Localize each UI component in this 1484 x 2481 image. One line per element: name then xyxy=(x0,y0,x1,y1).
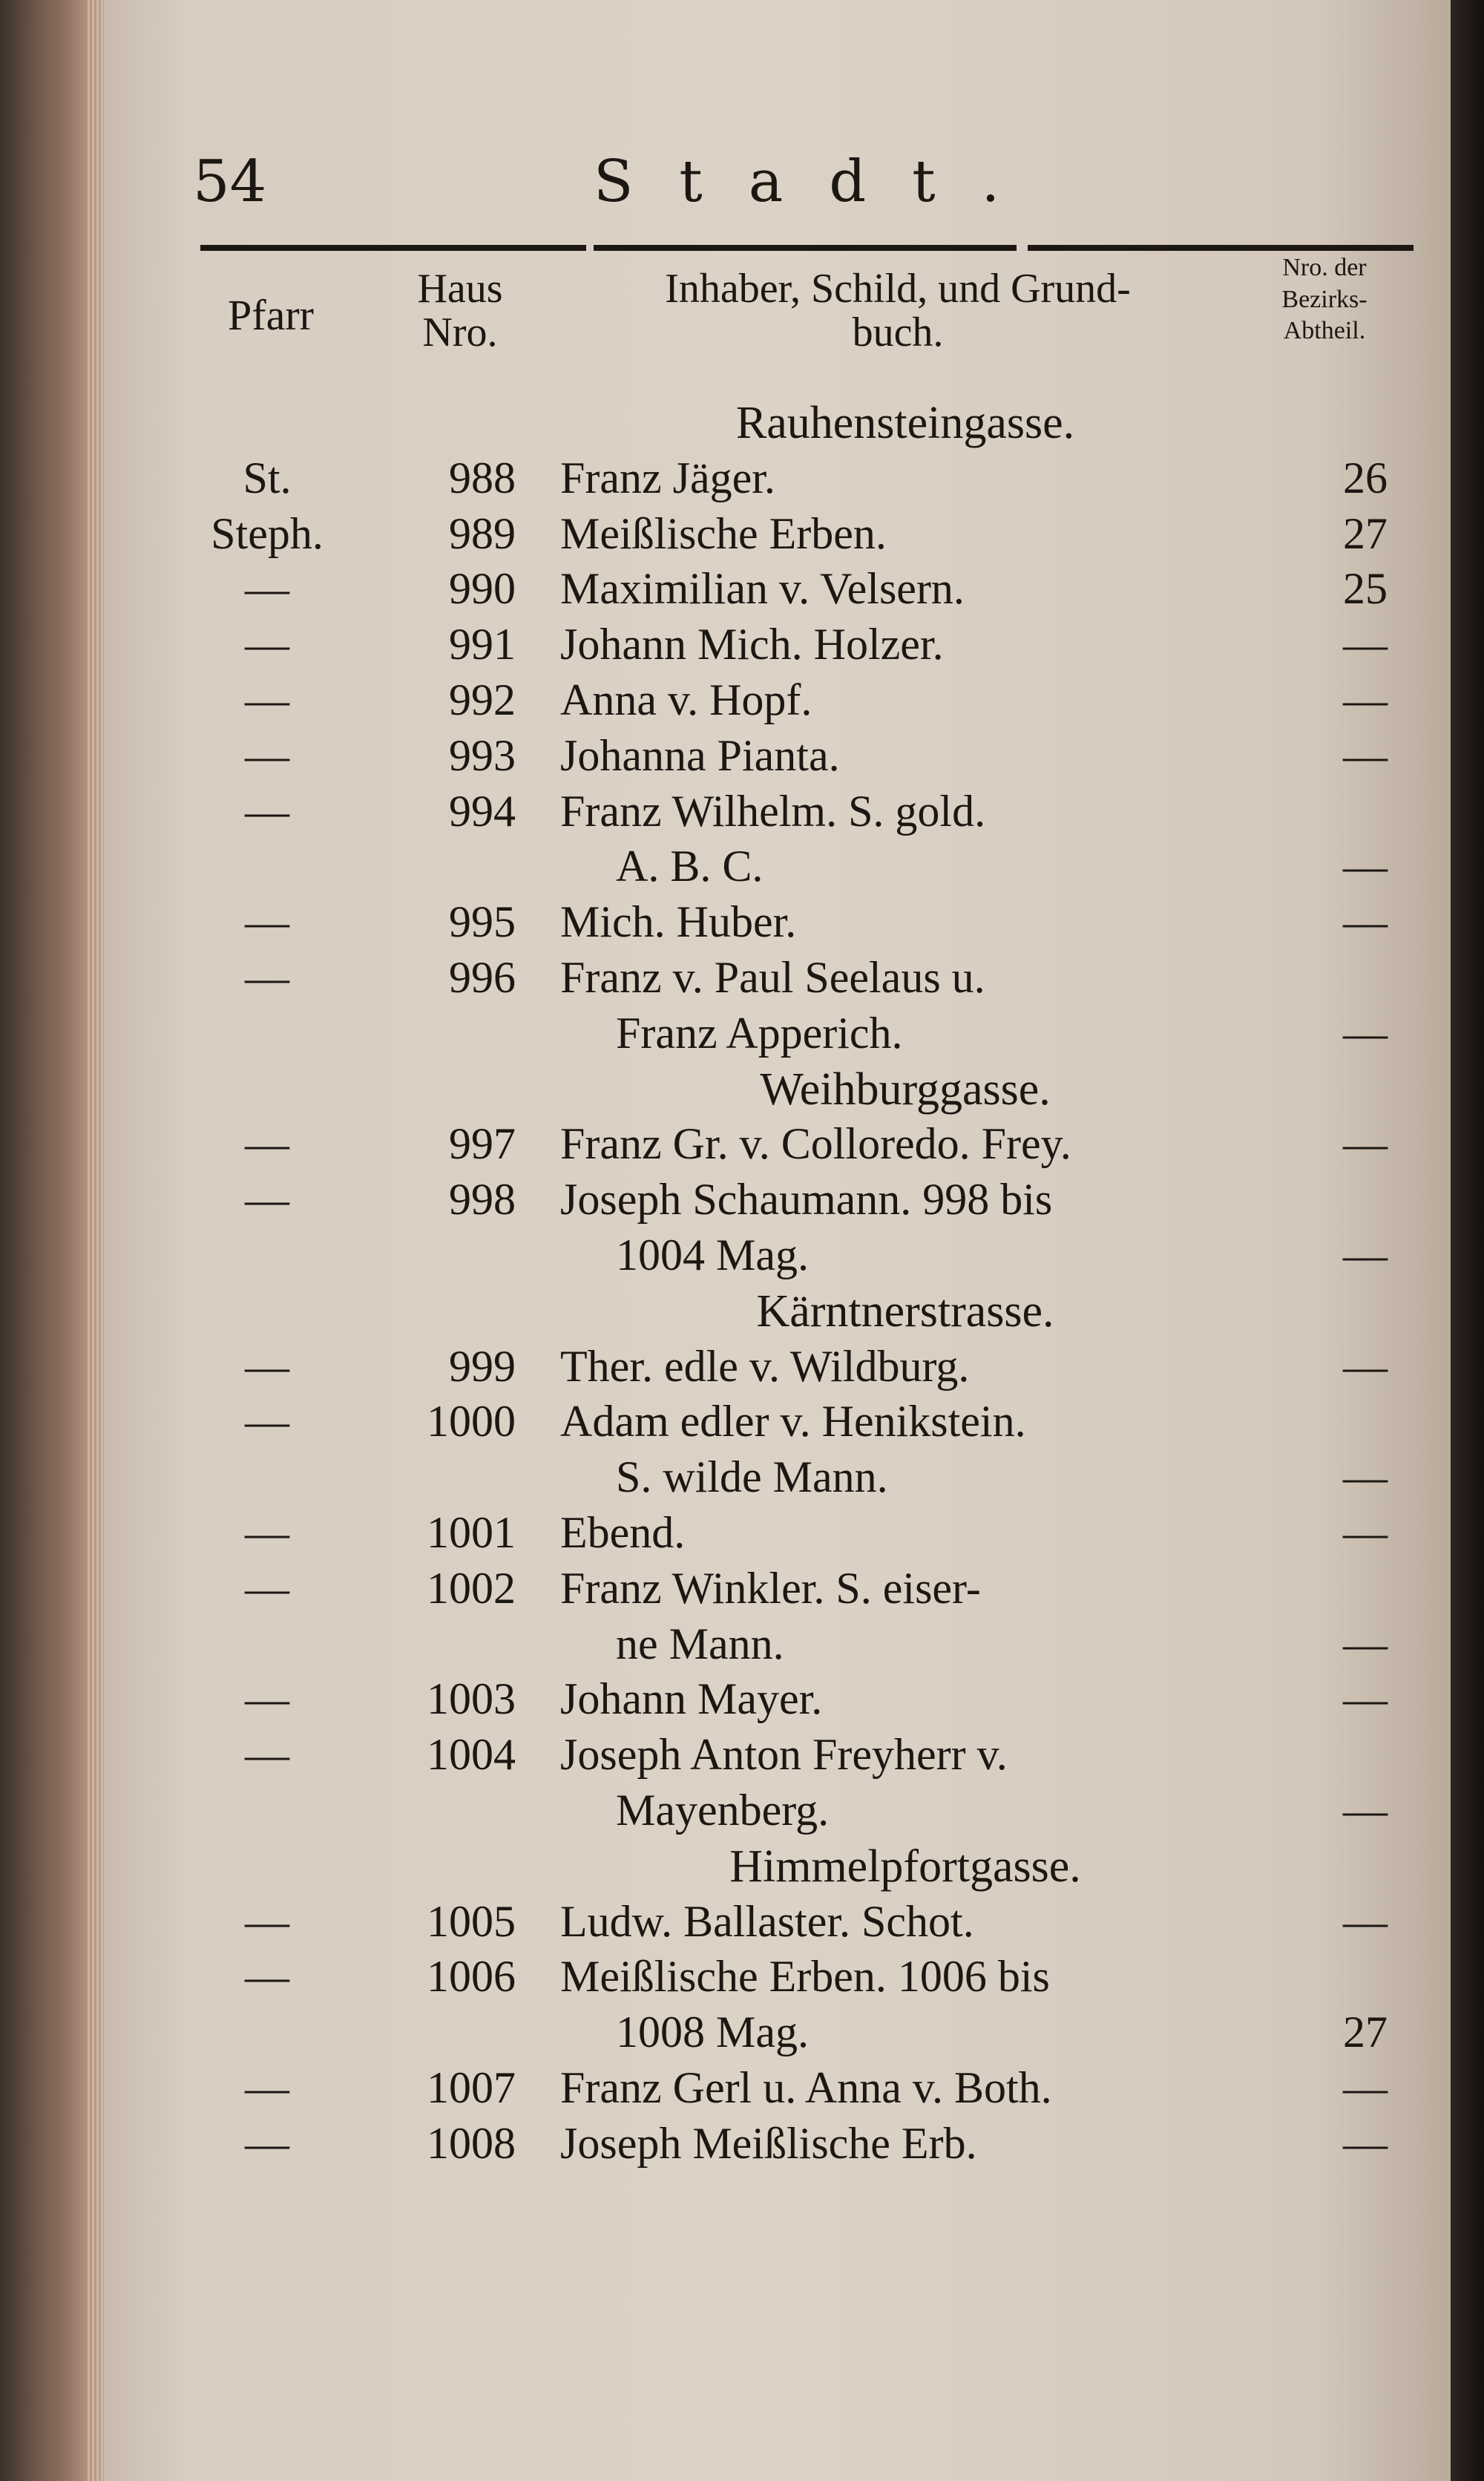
haus-nro-cell: 1004 xyxy=(427,1730,516,1780)
haus-nro-cell: 1000 xyxy=(427,1397,516,1446)
street-heading-row xyxy=(0,1285,1484,1337)
inhaber-cell: Joseph Schaumann. 998 bis xyxy=(560,1175,1053,1225)
inhaber-cell: Franz Gr. v. Colloredo. Frey. xyxy=(560,1119,1071,1169)
bezirk-cell: — xyxy=(1343,2118,1388,2168)
pfarr-cell: — xyxy=(245,1896,289,1946)
inhaber-cell: Meißlische Erben. xyxy=(560,508,887,558)
column-header-pfarr: Pfarr xyxy=(228,291,314,339)
haus-nro-cell: 998 xyxy=(449,1175,516,1225)
inhaber-cell: Johann Mayer. xyxy=(560,1674,823,1724)
pfarr-cell: — xyxy=(245,675,289,724)
haus-nro-cell: 1007 xyxy=(427,2063,516,2112)
pfarr-cell: — xyxy=(245,730,289,780)
haus-nro-cell: 999 xyxy=(449,1341,516,1391)
pfarr-cell: Steph. xyxy=(211,508,324,558)
pfarr-cell: — xyxy=(245,1508,289,1557)
table-row xyxy=(0,453,1484,505)
inhaber-cell: 1004 Mag. xyxy=(616,1230,809,1279)
table-row xyxy=(0,1118,1484,1170)
pfarr-cell: — xyxy=(245,1730,289,1780)
haus-nro-cell: 990 xyxy=(449,564,516,614)
inhaber-cell: Franz Apperich. xyxy=(616,1008,903,1058)
bezirk-cell: 27 xyxy=(1343,2008,1388,2057)
pfarr-cell: — xyxy=(245,1175,289,1225)
header-rule xyxy=(1028,245,1414,251)
inhaber-cell: Franz Jäger. xyxy=(560,453,775,502)
haus-nro-cell: 1005 xyxy=(427,1896,516,1946)
pfarr-cell: — xyxy=(245,1119,289,1169)
pfarr-cell: — xyxy=(245,1952,289,2002)
inhaber-cell: Maximilian v. Velsern. xyxy=(560,564,965,614)
table-row xyxy=(0,1396,1484,1448)
table-row-continuation xyxy=(0,1619,1484,1671)
inhaber-cell: 1008 Mag. xyxy=(616,2008,809,2057)
haus-nro-cell: 994 xyxy=(449,786,516,836)
table-row xyxy=(0,730,1484,782)
inhaber-cell: Ebend. xyxy=(560,1508,686,1557)
bezirk-cell: — xyxy=(1343,1119,1388,1169)
table-row xyxy=(0,786,1484,838)
haus-nro-cell: 997 xyxy=(449,1119,516,1169)
pfarr-cell: — xyxy=(245,953,289,1002)
table-row xyxy=(0,2062,1484,2114)
table-row xyxy=(0,952,1484,1004)
bezirk-cell: — xyxy=(1343,1008,1388,1058)
pfarr-cell: — xyxy=(245,1674,289,1724)
haus-nro-cell: 988 xyxy=(449,453,516,502)
bezirk-cell: 25 xyxy=(1343,564,1388,614)
inhaber-cell: Franz Gerl u. Anna v. Both. xyxy=(560,2063,1052,2112)
pfarr-cell: — xyxy=(245,2118,289,2168)
inhaber-cell: Ludw. Ballaster. Schot. xyxy=(560,1896,974,1946)
bezirk-cell: — xyxy=(1343,1341,1388,1391)
inhaber-cell: Johanna Pianta. xyxy=(560,730,840,780)
inhaber-cell: Franz Winkler. S. eiser- xyxy=(560,1563,981,1613)
haus-nro-cell: 992 xyxy=(449,675,516,724)
table-row xyxy=(0,675,1484,727)
table-row xyxy=(0,1674,1484,1725)
inhaber-cell: S. wilde Mann. xyxy=(616,1452,888,1502)
pfarr-cell: — xyxy=(245,1341,289,1391)
column-header-inhaber: Inhaber, Schild, und Grund- buch. xyxy=(665,266,1131,355)
inhaber-cell: ne Mann. xyxy=(616,1619,784,1668)
table-row-continuation xyxy=(0,1452,1484,1504)
bezirk-cell: — xyxy=(1343,897,1388,947)
bezirk-cell: — xyxy=(1343,730,1388,780)
bezirk-cell: — xyxy=(1343,1230,1388,1279)
table-row xyxy=(0,508,1484,560)
street-heading: Weihburggasse. xyxy=(760,1063,1051,1115)
haus-nro-cell: 989 xyxy=(449,508,516,558)
pfarr-cell: — xyxy=(245,786,289,836)
bezirk-cell: — xyxy=(1343,1619,1388,1668)
table-row xyxy=(0,1507,1484,1559)
inhaber-cell: A. B. C. xyxy=(616,842,764,891)
table-row xyxy=(0,619,1484,671)
inhaber-cell: Meißlische Erben. 1006 bis xyxy=(560,1952,1050,2002)
table-row xyxy=(0,563,1484,615)
table-row xyxy=(0,1951,1484,2003)
column-header-bezirk: Nro. der Bezirks- Abtheil. xyxy=(1281,254,1368,344)
pfarr-cell: — xyxy=(245,1563,289,1613)
haus-nro-cell: 993 xyxy=(449,730,516,780)
inhaber-cell: Adam edler v. Henikstein. xyxy=(560,1397,1026,1446)
inhaber-cell: Mich. Huber. xyxy=(560,897,797,947)
bezirk-cell: — xyxy=(1343,2063,1388,2112)
haus-nro-cell: 991 xyxy=(449,620,516,669)
header-rule xyxy=(594,245,1017,251)
haus-nro-cell: 995 xyxy=(449,897,516,947)
pfarr-cell: — xyxy=(245,620,289,669)
bezirk-cell: — xyxy=(1343,1452,1388,1502)
table-row xyxy=(0,897,1484,948)
page-number: 54 xyxy=(193,148,267,215)
table-row-continuation xyxy=(0,1230,1484,1282)
pfarr-cell: — xyxy=(245,2063,289,2112)
bezirk-cell: — xyxy=(1343,1896,1388,1946)
street-heading: Kärntnerstrasse. xyxy=(756,1285,1054,1337)
inhaber-cell: Anna v. Hopf. xyxy=(560,675,812,724)
haus-nro-cell: 1008 xyxy=(427,2118,516,2168)
street-heading-row xyxy=(0,1841,1484,1892)
bezirk-cell: — xyxy=(1343,1674,1388,1724)
inhaber-cell: Franz v. Paul Seelaus u. xyxy=(560,953,985,1002)
table-row-continuation xyxy=(0,841,1484,893)
bezirk-cell: — xyxy=(1343,1786,1388,1835)
table-row xyxy=(0,1341,1484,1393)
haus-nro-cell: 1001 xyxy=(427,1508,516,1557)
header-rule xyxy=(200,245,586,251)
pfarr-cell: St. xyxy=(243,453,292,502)
street-heading: Himmelpfortgasse. xyxy=(729,1841,1081,1892)
bezirk-cell: 26 xyxy=(1343,453,1388,502)
table-row xyxy=(0,1729,1484,1781)
pfarr-cell: — xyxy=(245,564,289,614)
column-header-haus: Haus Nro. xyxy=(417,266,503,355)
running-title: Stadt. xyxy=(594,148,1046,215)
street-heading-row xyxy=(0,397,1484,449)
street-heading-row xyxy=(0,1063,1484,1115)
haus-nro-cell: 996 xyxy=(449,953,516,1002)
haus-nro-cell: 1002 xyxy=(427,1563,516,1613)
pfarr-cell: — xyxy=(245,897,289,947)
bezirk-cell: — xyxy=(1343,1508,1388,1557)
page-header xyxy=(193,148,1410,223)
inhaber-cell: Joseph Meißlische Erb. xyxy=(560,2118,977,2168)
inhaber-cell: Franz Wilhelm. S. gold. xyxy=(560,786,986,836)
street-heading: Rauhensteingasse. xyxy=(735,398,1075,448)
haus-nro-cell: 1003 xyxy=(427,1674,516,1724)
pfarr-cell: — xyxy=(245,1397,289,1446)
table-row-continuation xyxy=(0,1008,1484,1060)
table-row-continuation xyxy=(0,2007,1484,2059)
bezirk-cell: — xyxy=(1343,620,1388,669)
bezirk-cell: — xyxy=(1343,675,1388,724)
inhaber-cell: Mayenberg. xyxy=(616,1786,830,1835)
table-row xyxy=(0,1896,1484,1948)
bezirk-cell: 27 xyxy=(1343,508,1388,558)
table-row xyxy=(0,1563,1484,1615)
haus-nro-cell: 1006 xyxy=(427,1952,516,2002)
table-row xyxy=(0,1174,1484,1226)
inhaber-cell: Joseph Anton Freyherr v. xyxy=(560,1730,1008,1780)
table-row xyxy=(0,2118,1484,2170)
inhaber-cell: Johann Mich. Holzer. xyxy=(560,620,944,669)
inhaber-cell: Ther. edle v. Wildburg. xyxy=(560,1341,970,1391)
bezirk-cell: — xyxy=(1343,842,1388,891)
table-row-continuation xyxy=(0,1785,1484,1837)
